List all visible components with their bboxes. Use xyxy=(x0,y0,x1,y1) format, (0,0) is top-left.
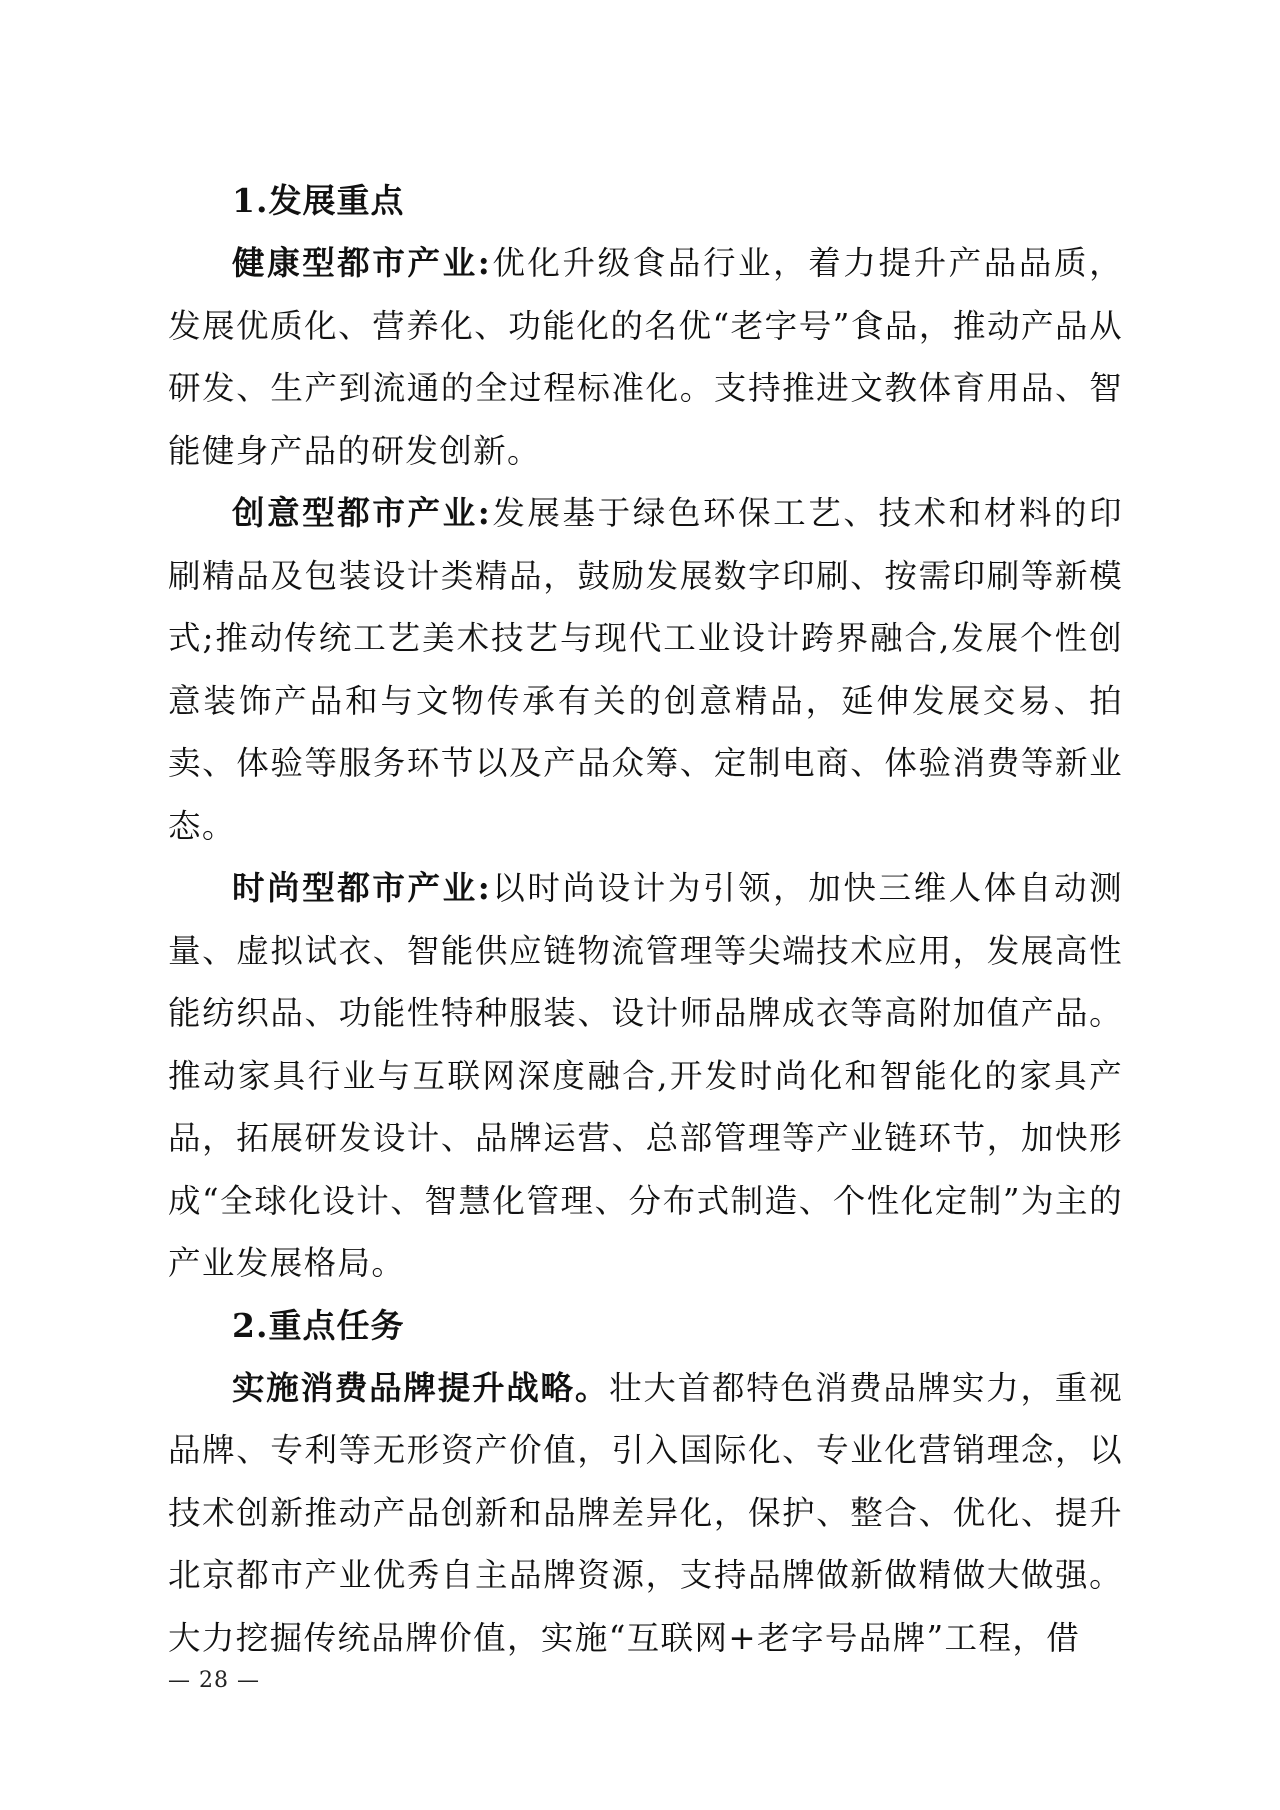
document-body xyxy=(168,170,1123,1669)
paragraph-lead: 实施消费品牌提升战略。 xyxy=(232,1367,610,1407)
paragraph-creative-industry xyxy=(168,482,1123,857)
section-heading-key-tasks: 2.重点任务 xyxy=(232,1305,405,1345)
paragraph-lead: 健康型都市产业: xyxy=(232,243,492,282)
paragraph-brand-strategy xyxy=(168,1357,1123,1670)
page-number: — 28 — xyxy=(168,1668,260,1693)
section-heading-development-focus: 1.发展重点 xyxy=(232,181,405,220)
paragraph-lead: 时尚型都市产业: xyxy=(232,868,492,907)
paragraph-text: 以时尚设计为引领，加快三维人体自动测量、虚拟试衣、智能供应链物流管理等尖端技术应用，发展高性能纺织品、功能性特种服装、设计师品牌成衣等高附加值产品。推动家具行业与互联网深度融合,开发时尚化和智能化的家具产品，拓展研发设计、品牌运营、总部管理等产业链环节，加快形成“全球化设计、智慧化管理、分布式制造、个性化定制”为主的产业发展格局。 xyxy=(168,869,1123,1282)
paragraph-healthy-industry xyxy=(168,232,1123,482)
paragraph-text: 发展基于绿色环保工艺、技术和材料的印刷精品及包装设计类精品，鼓励发展数字印刷、按需印刷等新模式;推动传统工艺美术技艺与现代工业设计跨界融合,发展个性创意装饰产品和与文物传承有关的创意精品，延伸发展交易、拍卖、体验等服务环节以及产品众筹、定制电商、体验消费等新业态。 xyxy=(168,494,1123,845)
paragraph-text: 优化升级食品行业，着力提升产品品质，发展优质化、营养化、功能化的名优“老字号”食品，推动产品从研发、生产到流通的全过程标准化。支持推进文教体育用品、智能健身产品的研发创新。 xyxy=(168,244,1123,470)
paragraph-lead: 创意型都市产业: xyxy=(232,493,492,532)
paragraph-text: 壮大首都特色消费品牌实力，重视品牌、专利等无形资产价值，引入国际化、专业化营销理念，以技术创新推动产品创新和品牌差异化，保护、整合、优化、提升北京都市产业优秀自主品牌资源，支持品牌做新做精做大做强。大力挖掘传统品牌价值，实施“互联网+老字号品牌”工程，借 xyxy=(168,1368,1123,1657)
paragraph-fashion-industry xyxy=(168,857,1123,1295)
